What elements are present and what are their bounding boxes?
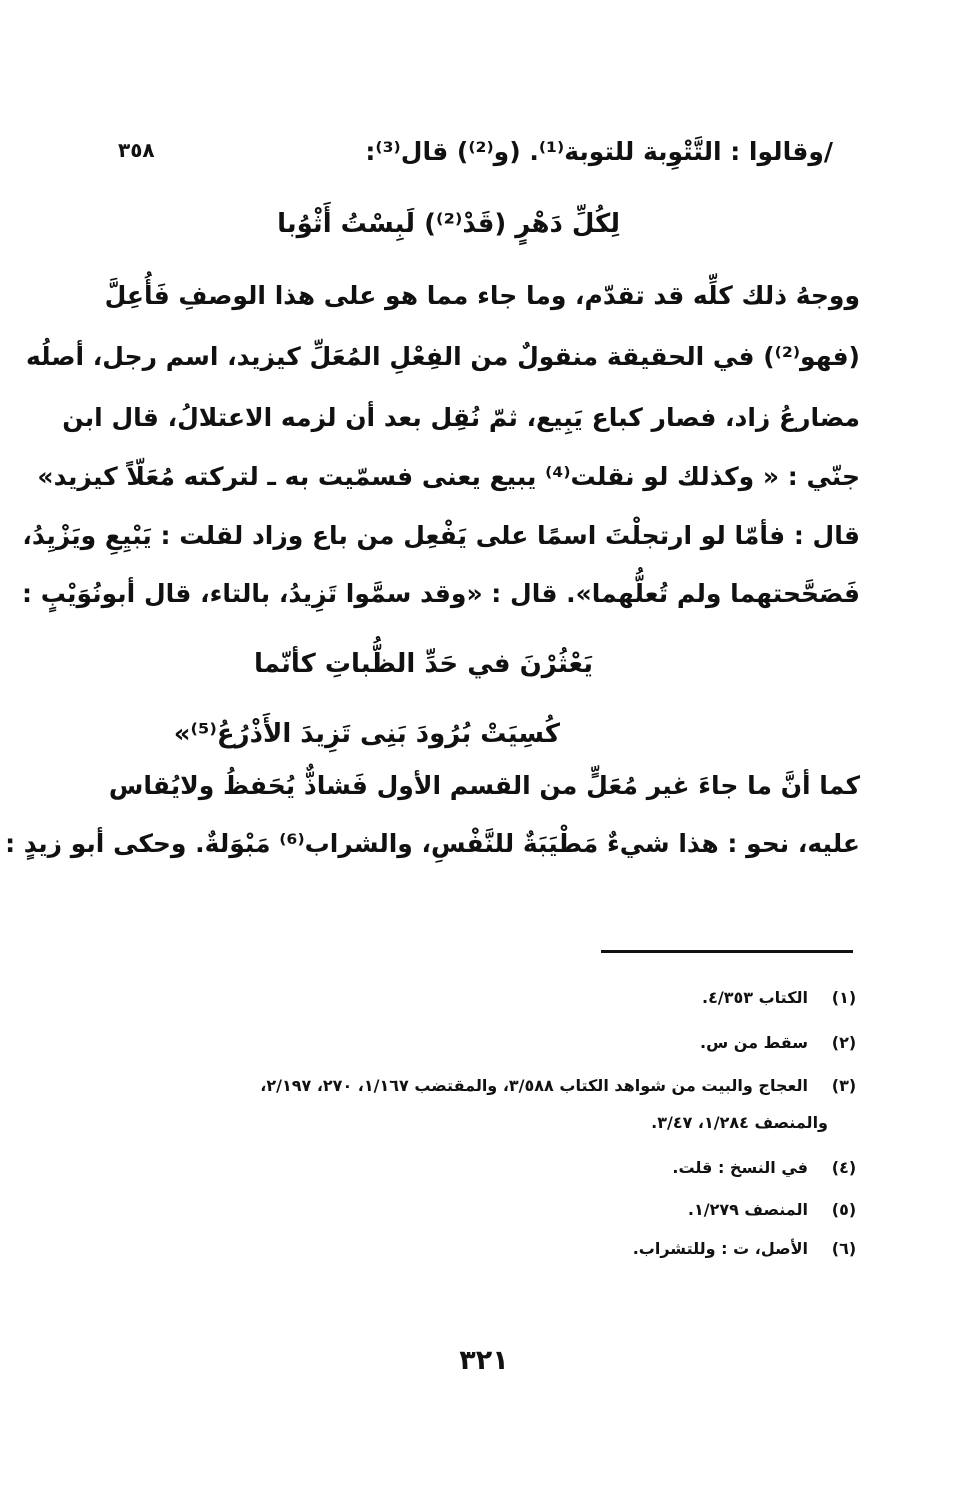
footnote-number: (٥) [831, 1200, 857, 1219]
body-line: ووجهُ ذلك كلِّه قد تقدّم، وما جاء مما هو على هذا الوصفِ فَأُعِلَّ [104, 281, 860, 310]
body-line-1: /وقالوا : التَّتْوِبة للتوبة⁽¹⁾. (و⁽²⁾) قال⁽³⁾: [365, 137, 833, 166]
footnote-number: (٤) [831, 1158, 857, 1177]
page-number: ٣٢١ [459, 1345, 509, 1376]
body-line: جنّي : « وكذلك لو نقلت⁽⁴⁾ يبيع يعنى فسمّيت به ـ لتركته مُعَلّاً كيزيد» [37, 462, 860, 491]
footnote-separator [601, 950, 853, 953]
footnote-number: (٦) [831, 1239, 857, 1258]
body-line: عليه، نحو : هذا شيءٌ مَطْيَبَةٌ للنَّفْسِ، والشراب⁽⁶⁾ مَبْوَلةٌ. وحكى أبو زيدٍ : [5, 829, 860, 858]
footnote-number: (١) [831, 988, 857, 1007]
verse-line-2b: كُسِيَتْ بُرُودَ بَنِى تَزِيدَ الأَذْرُعُ⁽⁵⁾» [173, 719, 560, 749]
body-line: كما أنَّ ما جاءَ غير مُعَلٍّ من القسم الأول فَشاذٌّ يُحَفظُ ولايُقاس [108, 771, 860, 800]
verse-line-2a: يَعْثُرْنَ في حَدِّ الظُّباتِ كأنّما [253, 649, 593, 679]
footnote-text: الأصل، ت : وللتشراب. [632, 1239, 808, 1258]
original-page-marker: ٣٥٨ [118, 138, 155, 162]
footnote-text: سقط من س. [700, 1033, 808, 1052]
footnote-text: المنصف ١/٢٧٩. [687, 1200, 808, 1219]
body-line: (فهو⁽²⁾) في الحقيقة منقولٌ من الفِعْلِ المُعَلِّ كيزيد، اسم رجل، أصلُه [25, 342, 860, 371]
footnote-text: في النسخ : قلت. [672, 1158, 808, 1177]
footnote-text: الكتاب ٤/٣٥٣. [702, 988, 808, 1007]
body-line: فَصَحَّحتهما ولم تُعلُّهما». قال : «وقد سمَّوا تَزِيدُ، بالتاء، قال أبونُوَيْبٍ : [22, 579, 860, 608]
footnote-number: (٣) [831, 1076, 857, 1095]
body-line: قال : فأمّا لو ارتجلْتَ اسمًا على يَفْعِل من باع وزاد لقلت : يَبْيِعِ ويَزْيِدُ، [22, 521, 860, 550]
verse-line-1: لِكُلِّ دَهْرٍ (قَدْ⁽²⁾) لَبِسْتُ أَثْوُبا [277, 209, 620, 239]
footnote-text: العجاج والبيت من شواهد الكتاب ٣/٥٨٨، والمقتضب ١/١٦٧، ٢٧٠، ٢/١٩٧، [260, 1076, 808, 1095]
footnote-text: والمنصف ١/٢٨٤، ٣/٤٧. [651, 1113, 828, 1132]
footnote-number: (٢) [831, 1033, 857, 1052]
body-line: مضارعُ زاد، فصار كباع يَبِيع، ثمّ نُقِل بعد أن لزمه الاعتلالُ، قال ابن [62, 403, 860, 432]
